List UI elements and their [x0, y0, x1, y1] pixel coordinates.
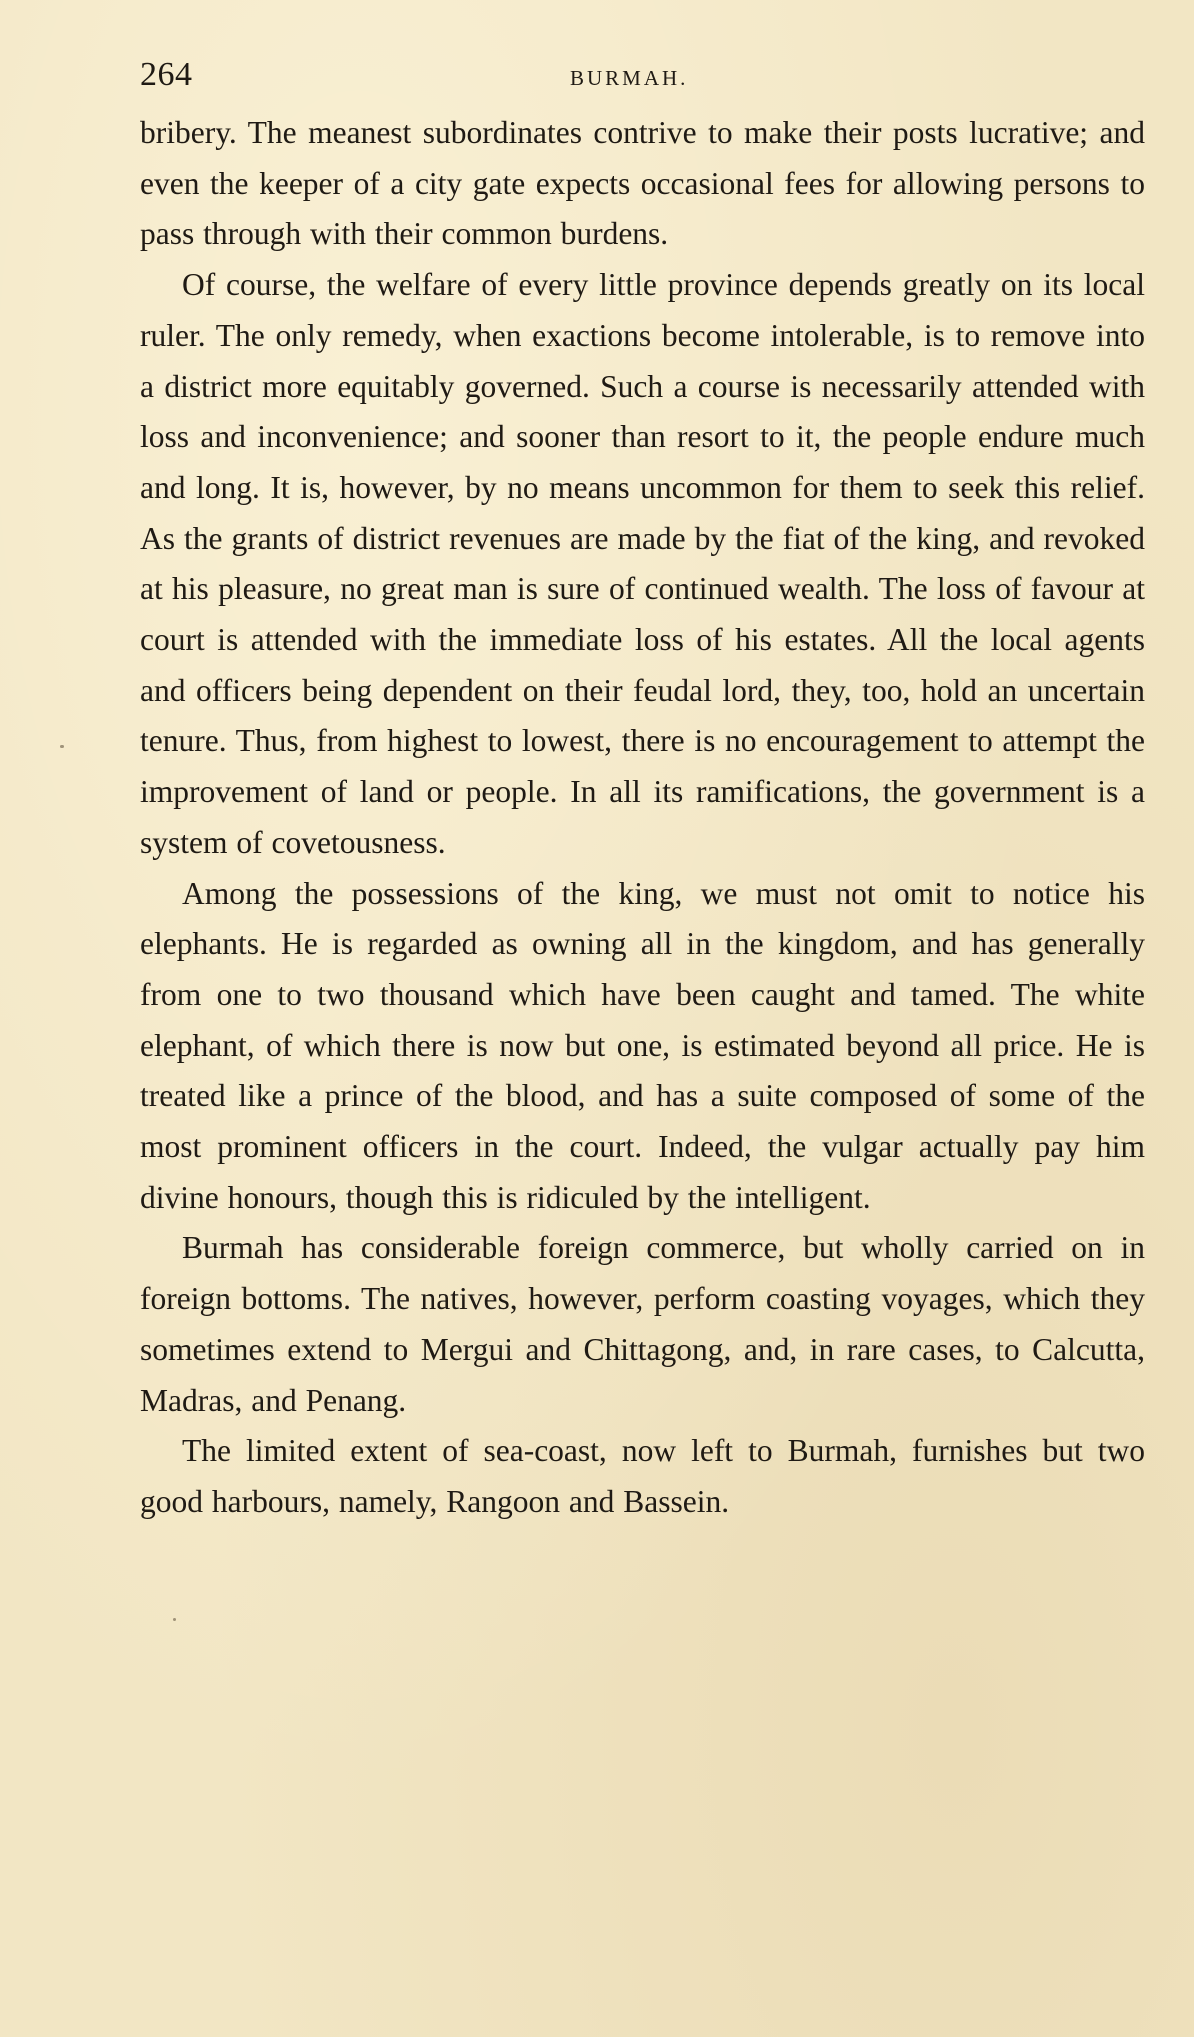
page-number: 264 — [140, 56, 193, 93]
body-text — [140, 108, 1145, 1528]
page-content — [140, 48, 1145, 1528]
paragraph-harbours: The limited extent of sea-coast, now left to Burmah, furnishes but two good harbours, namely, Rangoon and Bassein. — [140, 1433, 1145, 1519]
paragraph-elephants: Among the possessions of the king, we must not omit to notice his elephants. He is regarded as owning all in the kingdom, and has generally from one to two thousand which have been caught and tamed. The white elephant, of which there is now but one, is estimated beyond all price. He is treated like a prince of the blood, and has a suite composed of some of the most prominent officers in the court. Indeed, the vulgar actually pay him divine honours, though this is ridiculed by the intelligent. — [140, 875, 1145, 1215]
paragraph-commerce: Burmah has considerable foreign commerce, but wholly carried on in foreign bottoms. The natives, however, perform coasting voyages, which they sometimes extend to Mergui and Chittagong, and, in rare cases, to Calcutta, Madras, and Penang. — [140, 1230, 1145, 1418]
running-title: BURMAH. — [570, 66, 689, 90]
running-head — [140, 48, 1145, 108]
paragraph-local-ruler: Of course, the welfare of every little province depends greatly on its local ruler. The only remedy, when exactions become intolerable, is to remove into a district more equitably governed. Such a course is necessarily attended with loss and inconvenience; and sooner than resort to it, the people endure much and long. It is, however, by no means uncommon for them to seek this relief. As the grants of district revenues are made by the fiat of the king, and revoked at his pleasure, no great man is sure of continued wealth. The loss of favour at court is attended with the immediate loss of his estates. All the local agents and officers being dependent on their feudal lord, they, too, hold an uncertain tenure. Thus, from highest to lowest, there is no encouragement to attempt the improvement of land or people. In all its ramifications, the government is a system of covetousness. — [140, 267, 1145, 860]
paragraph-bribery: bribery. The meanest subordinates contrive to make their posts lucrative; and even the keeper of a city gate expects occasional fees for allowing persons to pass through with their common burdens. — [140, 115, 1145, 252]
paper-speck — [60, 745, 64, 748]
paper-speck — [173, 1618, 176, 1621]
